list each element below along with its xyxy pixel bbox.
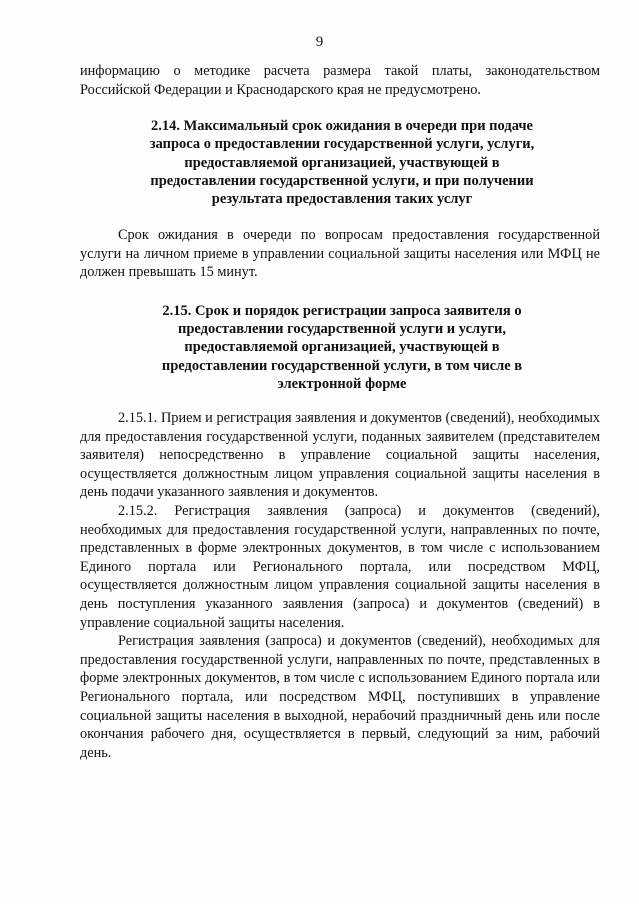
paragraph-2-15-1: 2.15.1. Прием и регистрация заявления и документов (сведений), необходимых для предоставления государственной услуги, поданных заявителем (представителем заявителя) непосредственно в управление социальной защиты населения, осуществляется должностным лицом управления социальной защиты населения в день подачи указанного заявления и документов. xyxy=(80,410,600,501)
section-heading-2-14: 2.14. Максимальный срок ожидания в очереди при подаче запроса о предоставлении государственной услуги, услуги, предоставляемой организацией, участвующей в предоставлении государственной услуги, и при получении результата предоставления таких услуг xyxy=(149,118,535,207)
page-number: 9 xyxy=(315,34,324,50)
paragraph-2-15-2: 2.15.2. Регистрация заявления (запроса) и документов (сведений), необходимых для предоставления государственной услуги, направленных по почте, представленных в форме электронных документов, в том числе с использованием Единого портала или Регионального портала, или посредством МФЦ, осуществляется должностным лицом управления социальной защиты населения в день поступления указанного заявления (запроса) и документов (сведений) в управление социальной защиты населения. xyxy=(80,502,600,631)
paragraph-intro: информацию о методике расчета размера такой платы, законодательством Российской Федерации и Краснодарского края не предусмотрено. xyxy=(80,63,600,98)
paragraph-2-14: Срок ожидания в очереди по вопросам предоставления государственной услуги на личном приеме в управлении социальной защиты населения или МФЦ не должен превышать 15 минут. xyxy=(80,227,600,281)
section-heading-2-15: 2.15. Срок и порядок регистрации запроса заявителя о предоставлении государственной услуги и услуги, предоставляемой организацией, участвующей в предоставлении государственной услуги, в том числе в электронной форме xyxy=(161,302,523,392)
document-body xyxy=(80,62,600,762)
paragraph-2-15-2-continued: Регистрация заявления (запроса) и документов (сведений), необходимых для предоставления государственной услуги, направленных по почте, представленных в форме электронных документов, в том числе с использованием Единого портала или Регионального портала, или посредством МФЦ, поступивших в управление социальной защиты населения в выходной, нерабочий праздничный день или после окончания рабочего дня, осуществляется в первый, следующий за ним, рабочий день. xyxy=(80,633,600,761)
